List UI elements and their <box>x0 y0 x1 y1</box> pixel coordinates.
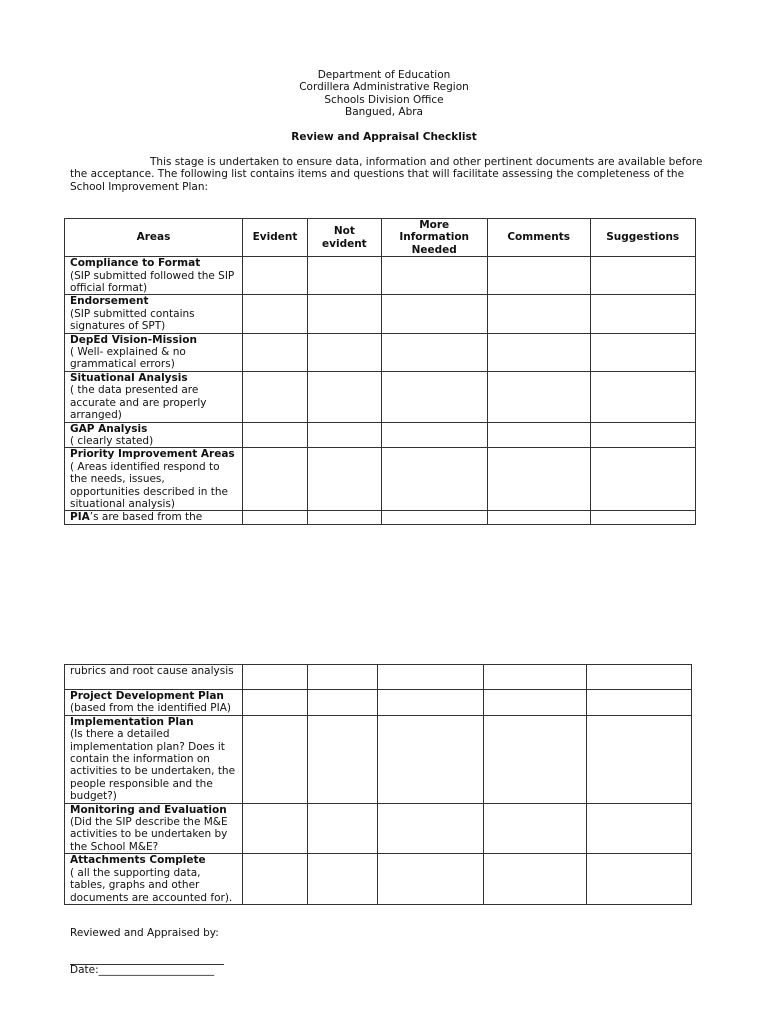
more-info-cell[interactable] <box>378 665 484 690</box>
table-row <box>65 371 696 422</box>
area-cell <box>65 333 243 371</box>
area-cell <box>65 295 243 333</box>
suggestions-cell[interactable] <box>590 371 695 422</box>
suggestions-cell[interactable] <box>590 257 695 295</box>
comments-cell[interactable] <box>487 257 590 295</box>
not-evident-cell[interactable] <box>308 257 382 295</box>
evident-cell[interactable] <box>243 803 308 854</box>
checklist-table-page1 <box>64 218 696 525</box>
table-row <box>65 333 696 371</box>
more-info-cell[interactable] <box>381 371 487 422</box>
date-line[interactable]: Date:______________________ <box>70 964 215 976</box>
suggestions-cell[interactable] <box>587 854 692 905</box>
document-header <box>0 69 768 119</box>
evident-cell[interactable] <box>243 448 308 511</box>
checklist-table-page2 <box>64 664 692 905</box>
header-region: Cordillera Administrative Region <box>299 81 469 94</box>
header-comments: Comments <box>487 219 590 257</box>
table-row <box>65 257 696 295</box>
evident-cell[interactable] <box>243 371 308 422</box>
more-info-cell[interactable] <box>378 854 484 905</box>
evident-cell[interactable] <box>243 295 308 333</box>
comments-cell[interactable] <box>484 665 587 690</box>
not-evident-cell[interactable] <box>308 690 378 716</box>
not-evident-cell[interactable] <box>308 665 378 690</box>
area-cell <box>65 422 243 448</box>
area-description: rubrics and root cause analysis <box>70 665 234 677</box>
area-cell <box>65 690 243 716</box>
area-description: (SIP submitted followed the SIP official format) <box>70 269 235 295</box>
table-row <box>65 422 696 448</box>
more-info-cell[interactable] <box>381 422 487 448</box>
area-description: (Did the SIP describe the M&E activities to be undertaken by the School M&E? <box>70 816 228 853</box>
area-description: (Is there a detailed implementation plan? Does it contain the information on activities to be undertaken, the people responsible and the budget?) <box>70 728 236 803</box>
suggestions-cell[interactable] <box>590 448 695 511</box>
more-info-cell[interactable] <box>381 257 487 295</box>
header-suggestions: Suggestions <box>590 219 695 257</box>
not-evident-cell[interactable] <box>308 333 382 371</box>
comments-cell[interactable] <box>484 854 587 905</box>
header-department: Department of Education <box>317 69 451 81</box>
header-evident: Evident <box>243 219 308 257</box>
evident-cell[interactable] <box>243 665 308 690</box>
area-description: ( all the supporting data, tables, graphs and other documents are accounted for). <box>70 866 233 904</box>
area-title: GAP Analysis <box>70 422 148 435</box>
header-areas: Areas <box>65 219 243 257</box>
comments-cell[interactable] <box>487 295 590 333</box>
comments-cell[interactable] <box>487 333 590 371</box>
intro-text: This stage is undertaken to ensure data, information and other pertinent documents are available before the acceptance. The following list contains items and questions that will facilitate assessing the completeness of the School Improvement Plan: <box>70 156 703 193</box>
table-row <box>65 295 696 333</box>
table-header-row <box>65 219 696 257</box>
evident-cell[interactable] <box>243 257 308 295</box>
area-title: Situational Analysis <box>70 371 188 384</box>
not-evident-cell[interactable] <box>308 422 382 448</box>
suggestions-cell[interactable] <box>590 422 695 448</box>
area-cell <box>65 665 243 690</box>
table-row <box>65 511 696 524</box>
area-cell <box>65 854 243 905</box>
not-evident-cell[interactable] <box>308 371 382 422</box>
suggestions-cell[interactable] <box>590 295 695 333</box>
comments-cell[interactable] <box>487 422 590 448</box>
table-row <box>65 803 692 854</box>
suggestions-cell[interactable] <box>587 690 692 716</box>
header-not-evident: Not evident <box>308 219 382 257</box>
area-cell <box>65 257 243 295</box>
area-cell <box>65 371 243 422</box>
suggestions-cell[interactable] <box>587 665 692 690</box>
suggestions-cell[interactable] <box>587 715 692 803</box>
area-title: DepEd Vision-Mission <box>70 333 197 346</box>
area-cell <box>65 448 243 511</box>
area-cell <box>65 511 243 524</box>
evident-cell[interactable] <box>243 854 308 905</box>
more-info-cell[interactable] <box>378 690 484 716</box>
area-title: Implementation Plan <box>70 715 194 728</box>
area-description: ( Well- explained & no grammatical errors) <box>70 346 186 371</box>
page-title: Review and Appraisal Checklist <box>291 131 477 143</box>
table-row <box>65 690 692 716</box>
header-division: Schools Division Office <box>324 93 444 106</box>
area-cell <box>65 803 243 854</box>
table-row <box>65 665 692 690</box>
not-evident-cell[interactable] <box>308 295 382 333</box>
area-title: Monitoring and Evaluation <box>70 803 227 816</box>
more-info-cell[interactable] <box>381 511 487 524</box>
table-row <box>65 448 696 511</box>
header-location: Bangued, Abra <box>344 106 423 119</box>
table-row <box>65 715 692 803</box>
more-info-cell[interactable] <box>378 715 484 803</box>
suggestions-cell[interactable] <box>590 333 695 371</box>
evident-cell[interactable] <box>243 333 308 371</box>
more-info-cell[interactable] <box>381 448 487 511</box>
suggestions-cell[interactable] <box>590 511 695 524</box>
area-cell <box>65 715 243 803</box>
intro-paragraph <box>70 156 706 193</box>
not-evident-cell[interactable] <box>308 715 378 803</box>
area-description: ( clearly stated) <box>70 434 154 447</box>
comments-cell[interactable] <box>484 690 587 716</box>
area-title: PIA <box>70 511 90 524</box>
header-more-info: More Information Needed <box>381 219 487 257</box>
comments-cell[interactable] <box>484 715 587 803</box>
evident-cell[interactable] <box>243 511 308 524</box>
not-evident-cell[interactable] <box>308 803 378 854</box>
suggestions-cell[interactable] <box>587 803 692 854</box>
area-description: (SIP submitted contains signatures of SPT) <box>70 307 195 333</box>
more-info-cell[interactable] <box>381 295 487 333</box>
area-description: ’s are based from the <box>89 511 203 524</box>
comments-cell[interactable] <box>487 371 590 422</box>
not-evident-cell[interactable] <box>308 511 382 524</box>
more-info-cell[interactable] <box>378 803 484 854</box>
area-title: Attachments Complete <box>70 854 206 867</box>
area-title: Project Development Plan <box>70 690 224 702</box>
area-title: Priority Improvement Areas <box>70 448 235 461</box>
not-evident-cell[interactable] <box>308 448 382 511</box>
table-row <box>65 854 692 905</box>
not-evident-cell[interactable] <box>308 854 378 905</box>
evident-cell[interactable] <box>243 690 308 716</box>
area-title: Compliance to Format <box>70 257 201 270</box>
more-info-cell[interactable] <box>381 333 487 371</box>
area-description: ( the data presented are accurate and are properly arranged) <box>70 384 207 422</box>
area-title: Endorsement <box>70 295 149 308</box>
evident-cell[interactable] <box>243 422 308 448</box>
comments-cell[interactable] <box>484 803 587 854</box>
evident-cell[interactable] <box>243 715 308 803</box>
comments-cell[interactable] <box>487 448 590 511</box>
comments-cell[interactable] <box>487 511 590 524</box>
area-description: (based from the identified PIA) <box>70 702 231 715</box>
area-description: ( Areas identified respond to the needs, issues, opportunities described in the situational analysis) <box>70 460 229 510</box>
reviewed-by-label: Reviewed and Appraised by: <box>70 927 219 939</box>
